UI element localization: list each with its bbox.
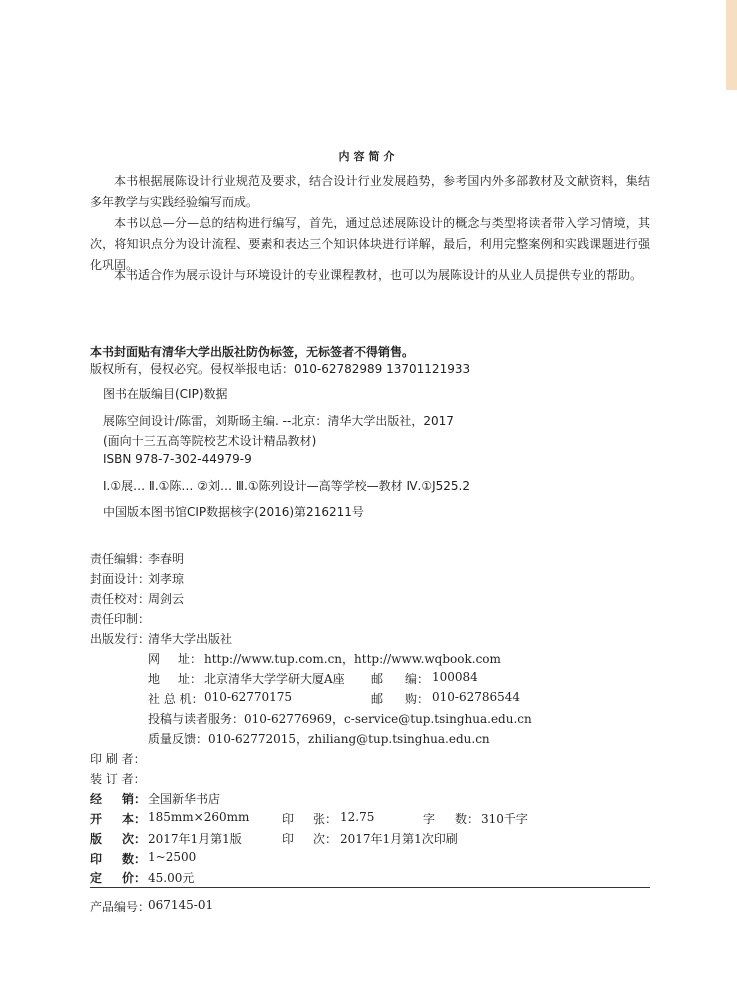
address-value: 北京清华大学学研大厦A座 xyxy=(204,672,345,686)
distributor-label-suffix: 销： xyxy=(122,792,147,806)
format-value: 185mm×260mm xyxy=(148,810,250,824)
reader-service-label: 投稿与读者服务： xyxy=(148,712,245,726)
edition-label: 版 xyxy=(90,832,103,846)
impression-label: 印 xyxy=(282,832,295,846)
publisher-name: 清华大学出版社 xyxy=(148,632,233,646)
zip-value: 100084 xyxy=(432,670,478,684)
sheets-label-suffix: 张： xyxy=(313,812,338,826)
mail-order-label-suffix: 购： xyxy=(405,692,430,706)
impression-label-suffix: 次： xyxy=(313,832,338,846)
cover-label: 封面设计： xyxy=(90,572,151,586)
mail-order-label: 邮 xyxy=(371,692,384,706)
printer-label: 印 刷 者： xyxy=(90,752,146,766)
format-label: 开 xyxy=(90,812,103,826)
intro-paragraph-1: 本书根据展陈设计行业规范及要求，结合设计行业发展趋势，参考国内外多部教材及文献资料，集结多年教学与实践经验编写而成。 xyxy=(90,174,650,209)
anti-counterfeit-notice: 本书封面贴有清华大学出版社防伪标签，无标签者不得销售。 xyxy=(90,345,415,359)
intro-paragraph-2: 本书以总—分—总的结构进行编写，首先，通过总述展陈设计的概念与类型将读者带入学习情境，其次，将知识点分为设计流程、要素和表达三个知识体块进行详解，最后，利用完整案例和实践课题进行强化巩固。 xyxy=(90,216,650,272)
binder-label: 装 订 者： xyxy=(90,772,146,786)
intro-paragraph-3: 本书适合作为展示设计与环境设计的专业课程教材，也可以为展陈设计的从业人员提供专业的帮助。 xyxy=(114,268,643,282)
sheets-label: 印 xyxy=(282,812,295,826)
address-label: 地 xyxy=(148,672,161,686)
editor-label: 责任编辑： xyxy=(90,552,151,566)
cip-classification: Ⅰ.①展… Ⅱ.①陈… ②刘… Ⅲ.①陈列设计—高等学校—教材 Ⅳ.①J525.2 xyxy=(103,479,470,493)
quality-feedback-label: 质量反馈： xyxy=(148,732,209,746)
cip-line-2: (面向十三五高等院校艺术设计精品教材) xyxy=(103,434,317,448)
distributor-label: 经 xyxy=(90,792,103,806)
page-title: 内容简介 xyxy=(338,150,399,163)
price-value: 45.00元 xyxy=(148,871,195,885)
cip-record: 中国版本图书馆CIP数据核字(2016)第216211号 xyxy=(103,505,364,519)
publisher-label: 出版发行： xyxy=(90,632,151,646)
edition-label-suffix: 次： xyxy=(122,832,147,846)
page-edge-tab xyxy=(726,0,737,90)
price-label: 定 xyxy=(90,871,103,885)
copies-label: 印 xyxy=(90,852,103,866)
web-value: http://www.tup.com.cn，http://www.wqbook.com xyxy=(204,652,501,666)
sheets-value: 12.75 xyxy=(340,810,375,824)
word-count-value: 310千字 xyxy=(481,812,528,826)
edition-value: 2017年1月第1版 xyxy=(148,832,242,846)
word-count-label-suffix: 数： xyxy=(455,812,480,826)
divider-line xyxy=(90,887,650,888)
product-code-label: 产品编号： xyxy=(90,900,151,914)
switchboard-value: 010-62770175 xyxy=(204,690,293,704)
cip-isbn: ISBN 978-7-302-44979-9 xyxy=(103,452,252,466)
reader-service-value: 010-62776969，c-service@tup.tsinghua.edu.cn xyxy=(244,712,532,726)
copies-label-suffix: 数： xyxy=(122,852,147,866)
price-label-suffix: 价： xyxy=(122,871,147,885)
word-count-label: 字 xyxy=(423,812,436,826)
distributor-value: 全国新华书店 xyxy=(148,792,221,806)
web-label-suffix: 址： xyxy=(178,652,203,666)
switchboard-label: 社 总 机： xyxy=(148,692,204,706)
copyright-notice: 版权所有，侵权必究。侵权举报电话：010-62782989 13701121933 xyxy=(90,362,471,376)
address-label-suffix: 址： xyxy=(178,672,203,686)
proof-label: 责任校对： xyxy=(90,592,151,606)
cover-value: 刘孝琼 xyxy=(148,572,185,586)
impression-value: 2017年1月第1次印刷 xyxy=(340,832,458,846)
print-manager-label: 责任印制： xyxy=(90,612,151,626)
copies-value: 1~2500 xyxy=(148,850,197,864)
zip-label-suffix: 编： xyxy=(405,672,430,686)
web-label: 网 xyxy=(148,652,161,666)
product-code-value: 067145-01 xyxy=(148,898,214,912)
mail-order-value: 010-62786544 xyxy=(432,690,521,704)
quality-feedback-value: 010-62772015，zhiliang@tup.tsinghua.edu.cn xyxy=(208,732,490,746)
proof-value: 周剑云 xyxy=(148,592,185,606)
zip-label: 邮 xyxy=(371,672,384,686)
cip-line-1: 展陈空间设计/陈雷，刘斯旸主编. --北京：清华大学出版社，2017 xyxy=(103,414,454,428)
format-label-suffix: 本： xyxy=(122,812,147,826)
cip-heading: 图书在版编目(CIP)数据 xyxy=(103,387,228,401)
editor-value: 李春明 xyxy=(148,552,185,566)
